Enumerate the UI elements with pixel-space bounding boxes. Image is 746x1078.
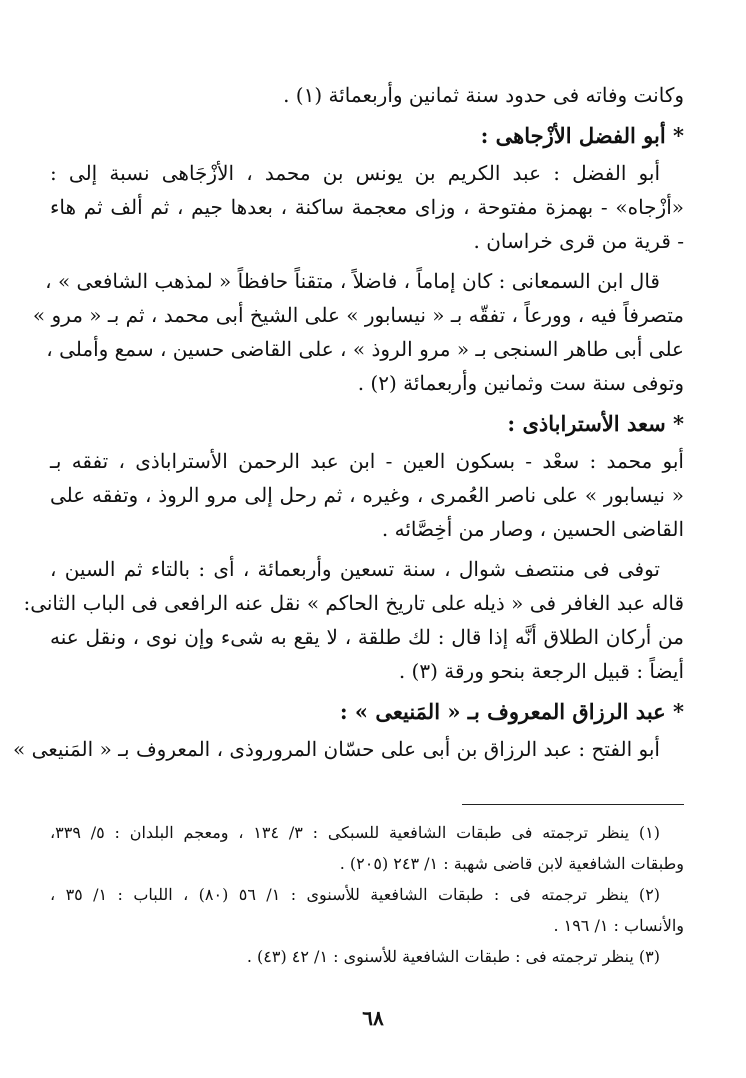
text-line: - قرية من قرى خراسان . [473, 229, 684, 253]
page-number: ٦٨ [362, 1006, 384, 1030]
text-line: أبو الفتح : عبد الرزاق بن أبى على حسّان المروروذى ، المعروف بـ « المَنيعى » [13, 737, 660, 761]
paragraph [50, 444, 684, 546]
footnote-1-line: وطبقات الشافعية لابن قاضى شهبة : ١/ ٢٤٣ (٢٠٥) . [339, 854, 684, 873]
text-line: قال ابن السمعانى : كان إماماً ، فاضلاً ، متقناً حافظاً « لمذهب الشافعى » ، [45, 269, 660, 293]
paragraph [13, 732, 684, 766]
text-line: أبو محمد : سعْد - بسكون العين - ابن عبد الرحمن الأستراباذى ، تفقه بـ [50, 449, 684, 473]
text-line: القاضى الحسين ، وصار من أخِصَّائه . [381, 517, 684, 541]
paragraph [32, 264, 684, 400]
footnote-2-line: (٢) ينظر ترجمته فى : طبقات الشافعية للأسنوى : ١/ ٥٦ (٨٠) ، اللباب : ١/ ٣٥ ، [50, 885, 661, 904]
paragraph [50, 156, 684, 258]
footnotes [50, 817, 684, 972]
text-line: وتوفى سنة ست وثمانين وأربعمائة (٢) . [357, 371, 684, 395]
paragraph [23, 552, 684, 688]
text-line: متصرفاً فيه ، وورعاً ، تفقّه بـ « نيسابور » على الشيخ أبى محمد ، ثم بـ « مرو » [32, 303, 684, 327]
section-heading-muniei: * عبد الرزاق المعروف بـ « المَنيعى » : [339, 699, 684, 724]
footnote-1-line: (١) ينظر ترجمته فى طبقات الشافعية للسبكى : ٣/ ١٣٤ ، ومعجم البلدان : ٥/ ٣٣٩، [50, 823, 660, 842]
text-line: أبو الفضل : عبد الكريم بن يونس بن محمد ، الأزْجَاهى نسبة إلى : [50, 161, 661, 185]
text-line: من أركان الطلاق أنَّه إذا قال : لك طلقة ، لا يقع به شىء وإن نوى ، ونقل عنه [50, 625, 684, 649]
text-line: « نيسابور » على ناصر العُمرى ، وغيره ، ثم رحل إلى مرو الروذ ، وتفقه على [50, 483, 684, 507]
section-heading-azjahi: * أبو الفضل الأزْجاهى : [480, 123, 684, 148]
footnote-separator [462, 804, 684, 805]
footnote-2-line: والأنساب : ١/ ١٩٦ . [553, 916, 684, 935]
footnote-3-line: (٣) ينظر ترجمته فى : طبقات الشافعية للأسنوى : ١/ ٤٢ (٤٣) . [246, 947, 660, 966]
text-line: على أبى طاهر السنجى بـ « مرو الروذ » ، على القاضى حسين ، سمع وأملى ، [46, 337, 684, 361]
text-line: قاله عبد الغافر فى « ذيله على تاريخ الحاكم » نقل عنه الرافعى فى الباب الثانى: [23, 591, 684, 615]
intro-line: وكانت وفاته فى حدود سنة ثمانين وأربعمائة (١) . [283, 83, 684, 107]
text-line: أيضاً : قبيل الرجعة بنحو ورقة (٣) . [398, 659, 684, 683]
text-line: «أزْجاه» - بهمزة مفتوحة ، وزاى معجمة ساكنة ، بعدها جيم ، ثم ألف ثم هاء [50, 195, 684, 219]
text-line: توفى فى منتصف شوال ، سنة تسعين وأربعمائة ، أى : بالتاء ثم السين ، [50, 557, 660, 581]
section-heading-astarabadhi: * سعد الأستراباذى : [507, 411, 684, 436]
